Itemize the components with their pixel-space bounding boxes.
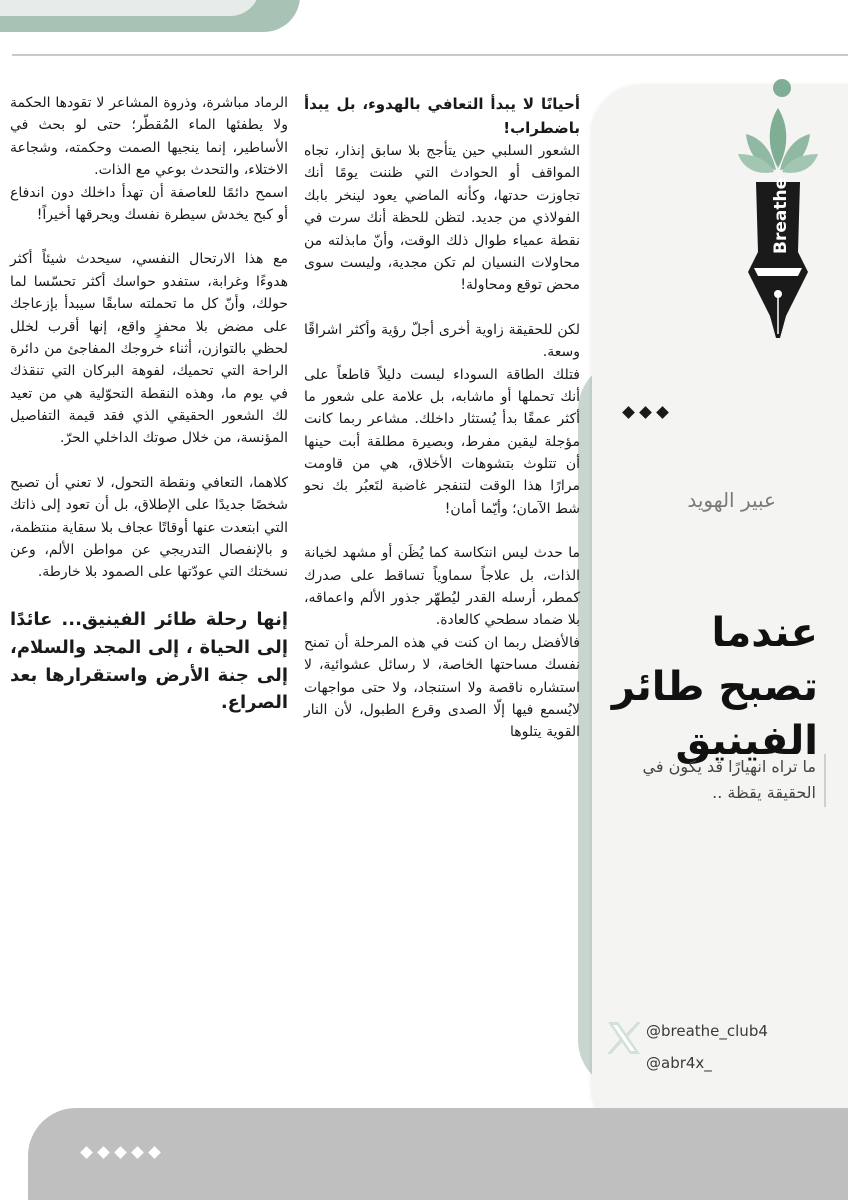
diamond-icon [639, 406, 652, 419]
article-paragraph: اسمح دائمًا للعاصفة أن تهدأ داخلك دون اندفاع أو كبح يخدش سيطرة نفسك ويحرقها أخيراً! [10, 184, 288, 223]
logo-wordmark: Breathe [771, 177, 791, 254]
diamond-icon [656, 406, 669, 419]
breathe-logo [736, 76, 820, 346]
article-paragraph: مع هذا الارتحال النفسي، سيحدث شيئاً أكثر هدوءًا وغرابة، ستفدو حواسك أكثر تحسّسا لما حولك، وأنّ كل ما تحملته سابقًا سيبدأ بإزعاجك على مضض بلا محفزٍ واقع، إنها أقرب لخلل لحظي بالتوازن، أثناء خروجك المفاجئ من دائرة الراحة التي تحميك، لفوهة البركان التي تنقذك في يوم ما، وهذه النقطة التحوّلية هي من تعيد لك الشعور الحقيقي الذي فقد قيمة التفاصيل المؤنسة، من خلال صوتك الداخلي الحرّ. [10, 251, 288, 447]
diamond-icon [131, 1146, 144, 1159]
article-paragraph: فتلك الطاقة السوداء ليست دليلاً قاطعاً على أنك تحملها أو ماشابه، بل علامة على شعور ما أكثر عمقًا بدأ يُستثار داخلك. مشاعر ربما كانت مؤجلة ليقين مفرط، وبصيرة مطلقة أبت حينها أن تتلوث بتشوهات الأخلاق، هي من قاومت مرارًا هذا الوقت لتنفجر غاضبة لتَعبُر بك نحو شط الآمان؛ وأيّما أمان! [304, 366, 580, 517]
pen-band [754, 268, 802, 276]
bottom-diamond-dots [82, 1148, 159, 1157]
article-paragraph: لكن للحقيقة زاوية أخرى أجلّ رؤية وأكثر اشراقًا وسعة. [304, 321, 580, 361]
top-divider [12, 54, 848, 56]
diamond-icon [622, 406, 635, 419]
article-column-left [10, 92, 288, 717]
diamond-icon [80, 1146, 93, 1159]
diamond-icon [114, 1146, 127, 1159]
logo-head-icon [773, 79, 791, 97]
social-handles [604, 1018, 784, 1082]
pull-quote: ما تراه انهيارًا قد يكون في الحقيقة يقظة .. [602, 754, 826, 807]
article-paragraph: فالأفضل ربما ان كنت في هذه المرحلة أن تمنح نفسك مساحتها الخاصة، لا رسائل عشوائية، لا استشاره ناقصة ولا استنجاد، ولا حتى مواجهات لايُسمع فيها إلّا الصدى وقرع الطبول، لأن النار القوية يتلوها [304, 634, 580, 741]
article-closing: إنها رحلة طائر الفينيق... عائدًا إلى الحياة ، إلى المجد والسلام، إلى جنة الأرض واستقرارها بعد الصراع. [10, 608, 288, 714]
article-paragraph: الرماد مباشرة، وذروة المشاعر لا تقودها الحكمة ولا يطفئها الماء المُقطّر؛ حتى لو بحث في الأساطير، إنما ينجيها الصمت وحكمته، وشجاعة الاختلاء، والتحدث بوعي مع الذات. [10, 95, 288, 179]
article-lead: أحيانًا لا يبدأ التعافي بالهدوء، بل يبدأ باضطراب! [304, 95, 580, 137]
social-handle-club[interactable]: @breathe_club4 [646, 1022, 768, 1040]
article-paragraph: الشعور السلبي حين يتأجج بلا سابق إنذار، تجاه المواقف أو الحوادث التي ظننت يومًا أنك تجاوزت حدتها، وكأنه الماضي يعود لينخر بابك الفولاذي من جديد. لتظن للحظة أنك سرت في نقطة عمياء طوال ذلك الوقت، وأنّ مابذلته من محاولات النسيان لم تكن مجدية، وليست سوى محض توقع ومحاولة! [304, 143, 580, 294]
article-paragraph: كلاهما، التعافي ونقطة التحول، لا تعني أن تصبح شخصًا جديدًا على الإطلاق، بل أن تعود إلى ذاتك التي ابتعدت عنها أوقاتًا عجاف بلا سقاية منتظمة، و بالإنفصال التدريجي عن مواطن الألم، وعن نسختك التي عودّتها على الصمود بلا خارطة. [9, 474, 288, 581]
top-tab-inner-decoration [0, 0, 260, 16]
article-column-right [304, 92, 580, 744]
pen-hole [774, 290, 782, 298]
x-icon [604, 1018, 644, 1058]
social-handle-author[interactable]: @abr4x_ [646, 1054, 712, 1072]
article-paragraph: ما حدث ليس انتكاسة كما يُظَن أو مشهد لخيانة الذات، بل علاجاً سماوياً تساقط على صدرك كمطر، أرسله القدر ليُطهّر جذور الألم واعماقه، بلا ضماد سطحي كالعادة. [304, 545, 580, 629]
side-diamond-dots [624, 408, 667, 417]
diamond-icon [97, 1146, 110, 1159]
author-name: عبير الهويد [687, 488, 776, 512]
diamond-icon [148, 1146, 161, 1159]
article-title: عندما تصبح طائر الفينيق [611, 610, 818, 764]
